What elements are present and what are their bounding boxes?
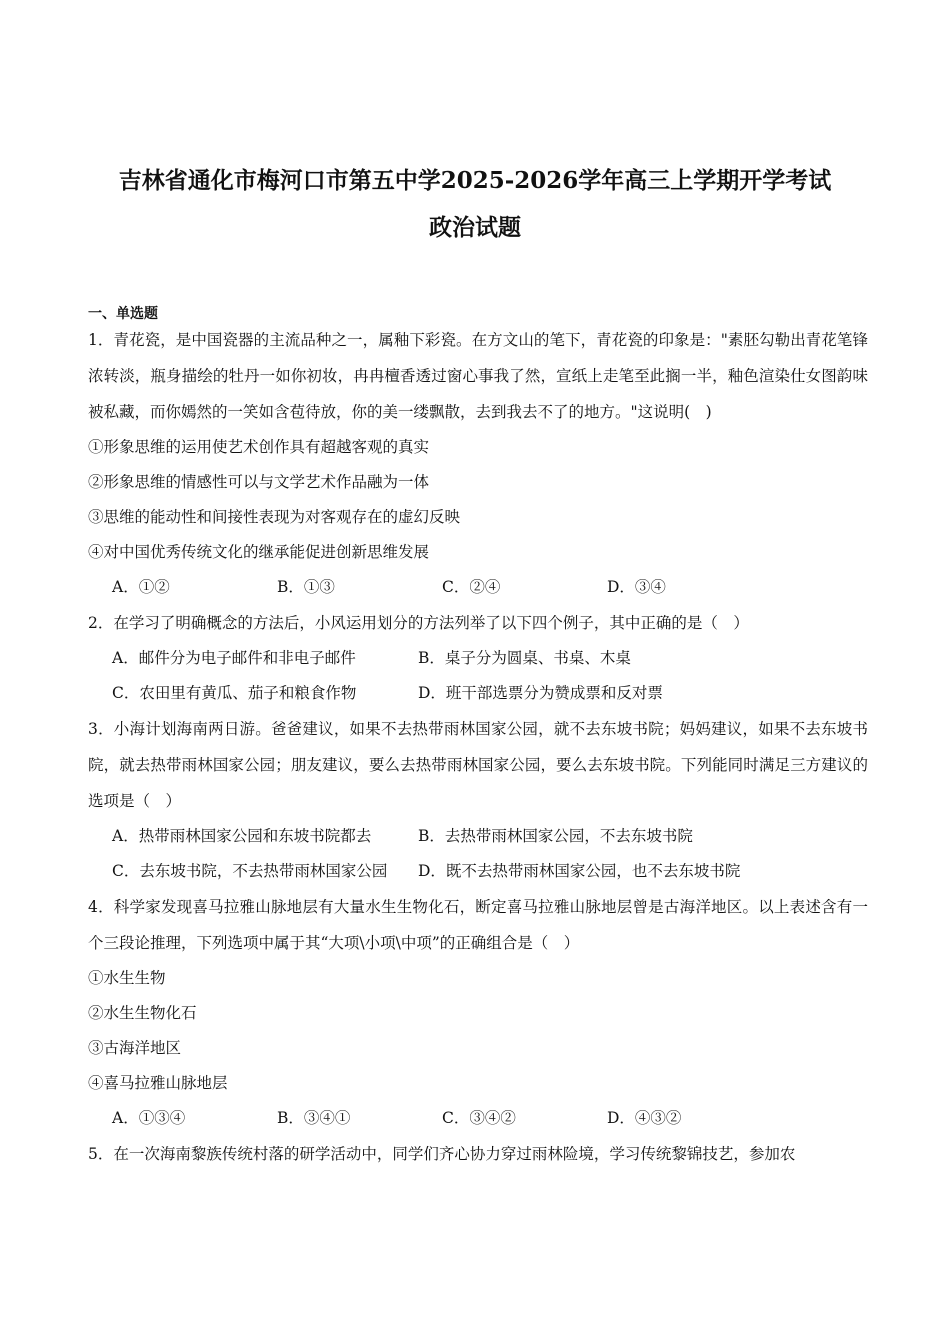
answer-options — [88, 1101, 868, 1136]
question-stem: 5．在一次海南黎族传统村落的研学活动中，同学们齐心协力穿过雨林险境，学习传统黎锦技艺，参加农 — [88, 1145, 796, 1163]
option-b: B．去热带雨林国家公园，不去东坡书院 — [418, 827, 693, 845]
option-a: A．①③④ — [112, 1109, 186, 1127]
option-b: B．①③ — [277, 578, 335, 596]
question-4 — [88, 889, 868, 1136]
option-d: D．既不去热带雨林国家公园，也不去东坡书院 — [418, 862, 741, 880]
statement-item: ③思维的能动性和间接性表现为对客观存在的虚幻反映 — [88, 508, 461, 526]
answer-options — [88, 641, 868, 676]
option-a: A．邮件分为电子邮件和非电子邮件 — [112, 649, 356, 667]
statement-item: ①水生生物 — [88, 969, 166, 987]
option-d: D．班干部选票分为赞成票和反对票 — [418, 684, 663, 702]
answer-options — [88, 819, 868, 854]
option-c: C．农田里有黄瓜、茄子和粮食作物 — [112, 684, 357, 702]
option-d: D．④③② — [607, 1109, 682, 1127]
question-stem: 3．小海计划海南两日游。爸爸建议，如果不去热带雨林国家公园，就不去东坡书院；妈妈建议，如果不去东坡书院，就去热带雨林国家公园；朋友建议，要么去热带雨林国家公园，要么去东坡书院。下列能同时满足三方建议的选项是（ ） — [88, 720, 868, 810]
option-c: C．去东坡书院，不去热带雨林国家公园 — [112, 862, 388, 880]
option-a: A．①② — [112, 578, 170, 596]
question-list — [88, 322, 868, 1172]
option-b: B．③④① — [277, 1109, 351, 1127]
answer-options — [88, 676, 868, 711]
question-stem: 2．在学习了明确概念的方法后，小风运用划分的方法列举了以下四个例子，其中正确的是（ ） — [88, 614, 749, 632]
option-c: C．②④ — [442, 578, 501, 596]
exam-title: 吉林省通化市梅河口市第五中学2025-2026学年高三上学期开学考试 — [118, 167, 832, 194]
statement-item: ②水生生物化石 — [88, 1004, 197, 1022]
statement-item: ②形象思维的情感性可以与文学艺术作品融为一体 — [88, 473, 430, 491]
section-heading: 一、单选题 — [88, 306, 158, 322]
statement-item: ③古海洋地区 — [88, 1039, 182, 1057]
option-c: C．③④② — [442, 1109, 516, 1127]
exam-subject-title: 政治试题 — [429, 214, 521, 241]
option-b: B．桌子分为圆桌、书桌、木桌 — [418, 649, 631, 667]
question-stem: 1．青花瓷，是中国瓷器的主流品种之一，属釉下彩瓷。在方文山的笔下，青花瓷的印象是："素胚勾勒出青花笔锋浓转淡，瓶身描绘的牡丹一如你初妆，冉冉檀香透过窗心事我了然，宣纸上走笔至此搁一半，釉色渲染仕女图韵味被私藏，而你嫣然的一笑如含苞待放，你的美一缕飘散，去到我去不了的地方。"这说明( ) — [88, 331, 868, 421]
option-a: A．热带雨林国家公园和东坡书院都去 — [112, 827, 372, 845]
question-5 — [88, 1136, 868, 1172]
statement-item: ④对中国优秀传统文化的继承能促进创新思维发展 — [88, 543, 430, 561]
question-2 — [88, 605, 868, 711]
option-d: D．③④ — [607, 578, 666, 596]
question-1 — [88, 322, 868, 605]
question-stem: 4．科学家发现喜马拉雅山脉地层有大量水生生物化石，断定喜马拉雅山脉地层曾是古海洋地区。以上表述含有一个三段论推理，下列选项中属于其“大项\小项\中项”的正确组合是（ ） — [88, 898, 868, 952]
statement-item: ④喜马拉雅山脉地层 — [88, 1074, 228, 1092]
answer-options — [88, 854, 868, 889]
question-3 — [88, 711, 868, 889]
statement-item: ①形象思维的运用使艺术创作具有超越客观的真实 — [88, 438, 430, 456]
answer-options — [88, 570, 868, 605]
